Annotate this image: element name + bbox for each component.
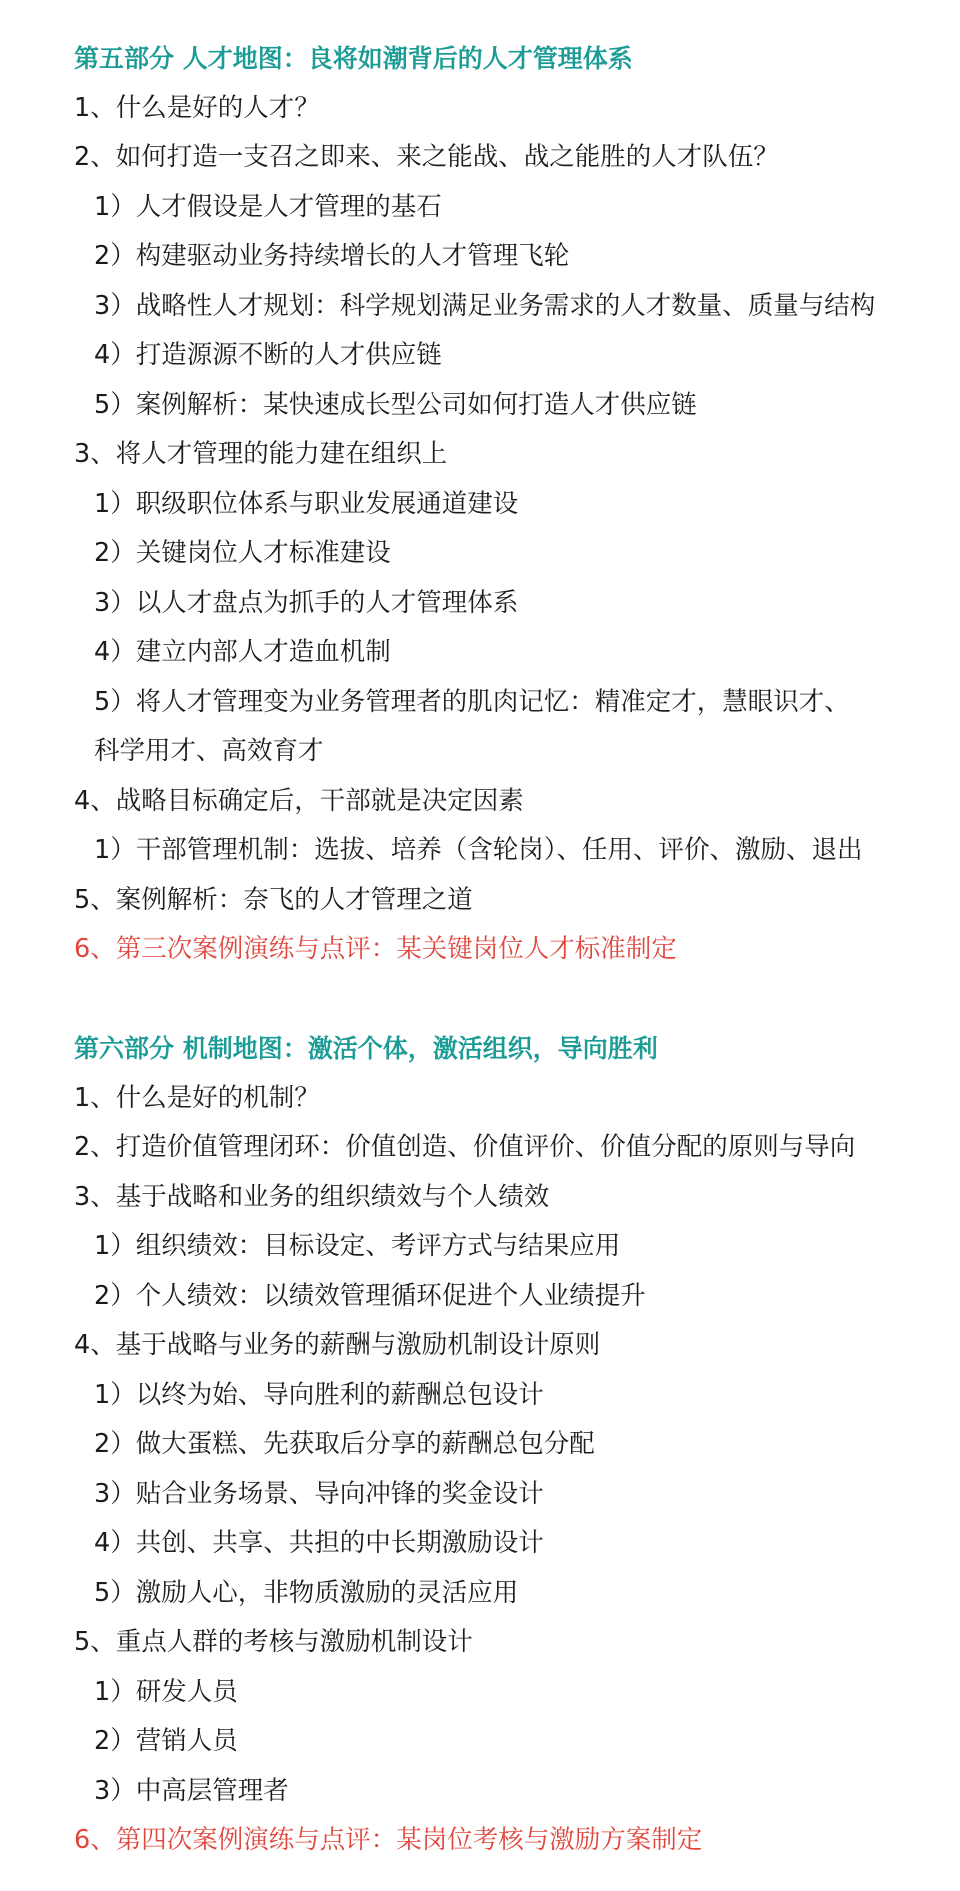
sub-list-item: 1）人才假设是人才管理的基石 — [94, 191, 442, 222]
highlight-list-item: 6、第四次案例演练与点评：某岗位考核与激励方案制定 — [74, 1825, 703, 1855]
sub-list-item: 3）以人才盘点为抓手的人才管理体系 — [94, 587, 519, 618]
sub-list-item: 2）构建驱动业务持续增长的人才管理飞轮 — [94, 241, 570, 271]
sub-list-item: 2）个人绩效：以绩效管理循环促进个人业绩提升 — [94, 1280, 646, 1311]
list-item: 5、重点人群的考核与激励机制设计 — [74, 1627, 473, 1657]
section-title: 第六部分 机制地图：激活个体，激活组织，导向胜利 — [74, 1034, 658, 1063]
list-item: 2、如何打造一支召之即来、来之能战、战之能胜的人才队伍？ — [74, 142, 779, 172]
sub-list-item: 2）做大蛋糕、先获取后分享的薪酬总包分配 — [94, 1429, 595, 1459]
sub-list-item: 5）将人才管理变为业务管理者的肌肉记忆：精准定才，慧眼识才、 — [94, 686, 850, 717]
sub-list-item: 3）战略性人才规划：科学规划满足业务需求的人才数量、质量与结构 — [94, 290, 876, 321]
sub-list-item: 4）共创、共享、共担的中长期激励设计 — [94, 1528, 544, 1558]
list-item: 5、案例解析：奈飞的人才管理之道 — [74, 884, 473, 915]
sub-list-item-continuation: 科学用才、高效育才 — [94, 736, 324, 766]
section-spacer — [74, 975, 960, 1025]
sub-list-item: 1）干部管理机制：选拔、培养（含轮岗）、任用、评价、激励、退出 — [94, 835, 863, 865]
sub-list-item: 3）贴合业务场景、导向冲锋的奖金设计 — [94, 1478, 544, 1509]
sub-list-item: 1）职级职位体系与职业发展通道建设 — [94, 488, 519, 519]
list-item: 4、战略目标确定后，干部就是决定因素 — [74, 785, 524, 816]
sub-list-item: 2）营销人员 — [94, 1726, 238, 1756]
sub-list-item: 1）研发人员 — [94, 1676, 238, 1707]
sub-list-item: 4）建立内部人才造血机制 — [94, 637, 391, 667]
list-item: 4、基于战略与业务的薪酬与激励机制设计原则 — [74, 1330, 601, 1360]
sub-list-item: 4）打造源源不断的人才供应链 — [94, 340, 442, 370]
list-item: 3、基于战略和业务的组织绩效与个人绩效 — [74, 1181, 550, 1212]
sub-list-item: 5）激励人心，非物质激励的灵活应用 — [94, 1577, 519, 1608]
sub-list-item: 1）以终为始、导向胜利的薪酬总包设计 — [94, 1379, 544, 1410]
section-title: 第五部分 人才地图：良将如潮背后的人才管理体系 — [74, 44, 633, 73]
list-item: 3、将人才管理的能力建在组织上 — [74, 439, 448, 469]
sub-list-item: 1）组织绩效：目标设定、考评方式与结果应用 — [94, 1231, 621, 1261]
sub-list-item: 5）案例解析：某快速成长型公司如何打造人才供应链 — [94, 389, 697, 420]
list-item: 2、打造价值管理闭环：价值创造、价值评价、价值分配的原则与导向 — [74, 1132, 856, 1162]
sub-list-item: 3）中高层管理者 — [94, 1775, 289, 1806]
list-item: 1、什么是好的机制？ — [74, 1082, 320, 1113]
sub-list-item: 2）关键岗位人才标准建设 — [94, 538, 391, 568]
list-item: 1、什么是好的人才？ — [74, 92, 320, 123]
highlight-list-item: 6、第三次案例演练与点评：某关键岗位人才标准制定 — [74, 934, 677, 964]
